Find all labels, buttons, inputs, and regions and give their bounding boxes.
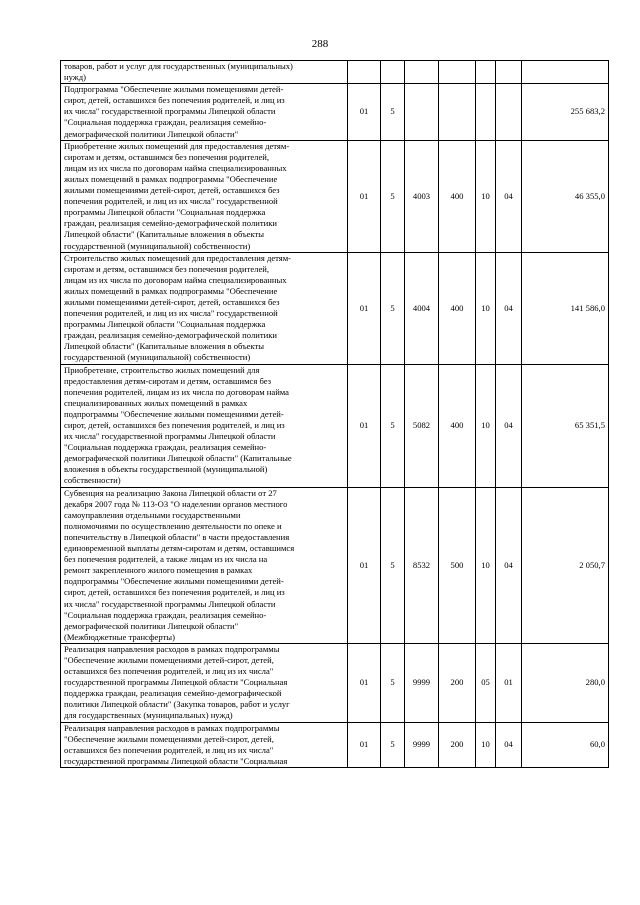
description-line: Реализация направления расходов в рамках подпрограммы bbox=[64, 643, 280, 654]
description-line: "Обеспечение жилыми помещениями детей-сирот, детей, bbox=[64, 733, 274, 744]
code-expense-type-cell: 500 bbox=[439, 487, 476, 643]
description-line: декабря 2007 года № 113-ОЗ "О наделении органов местного bbox=[64, 498, 288, 509]
code-admin-cell: 01 bbox=[348, 140, 381, 252]
description-line: Реализация направления расходов в рамках подпрограммы bbox=[64, 722, 280, 733]
description-line: жилыми помещениями детей-сирот, детей, оставшихся без bbox=[64, 296, 280, 307]
description-line: лицам из их числа по договорам найма специализированных bbox=[64, 162, 287, 173]
description-line: Приобретение жилых помещений для предоставления детям- bbox=[64, 140, 290, 151]
description-line: жилыми помещениями детей-сирот, детей, оставшихся без bbox=[64, 185, 280, 196]
description-line: без попечения родителей, а также лицам из их числа на bbox=[64, 554, 268, 565]
description-line: граждан, реализация семейно-демографической политики bbox=[64, 218, 277, 229]
description-line: их числа" государственной программы Липецкой области bbox=[64, 598, 276, 609]
description-line: Строительство жилых помещений для предоставления детям- bbox=[64, 252, 292, 263]
description-line: демографической политики Липецкой области" (Капитальные bbox=[64, 453, 292, 464]
code-expense-type-cell: 400 bbox=[439, 140, 476, 252]
page-number: 288 bbox=[311, 38, 329, 50]
code-admin-cell: 01 bbox=[348, 487, 381, 643]
amount-cell: 46 355,0 bbox=[522, 140, 609, 252]
description-cell bbox=[61, 252, 348, 364]
code-program-cell: 5 bbox=[381, 252, 405, 364]
code-program-cell: 5 bbox=[381, 487, 405, 643]
amount-cell: 60,0 bbox=[522, 722, 609, 767]
description-line: "Социальная поддержка граждан, реализация семейно- bbox=[64, 117, 267, 128]
description-line: демографической политики Липецкой области" bbox=[64, 128, 239, 139]
table-row bbox=[61, 61, 609, 84]
table-row bbox=[61, 84, 609, 140]
amount-cell bbox=[522, 61, 609, 84]
code-direction-cell bbox=[405, 84, 439, 140]
description-line: ремонт закрепленного жилого помещения в рамках bbox=[64, 565, 253, 576]
code-expense-type-cell bbox=[439, 61, 476, 84]
table-row bbox=[61, 364, 609, 487]
description-line: специализированных жилых помещений в рамках bbox=[64, 397, 248, 408]
description-line: сирот, детей, оставшихся без попечения родителей, и лиц из bbox=[64, 420, 285, 430]
code-subsection-cell bbox=[496, 61, 522, 84]
description-line: Липецкой области" (Капитальные вложения в объекты bbox=[64, 229, 265, 240]
description-line: "Социальная поддержка граждан, реализация семейно- bbox=[64, 442, 267, 453]
description-line: жилых помещений в рамках подпрограммы "Обеспечение bbox=[64, 173, 278, 184]
code-direction-cell: 9999 bbox=[405, 722, 439, 767]
budget-table-body bbox=[61, 61, 609, 768]
description-line: оставшихся без попечения родителей, и лиц из их числа" bbox=[64, 744, 274, 755]
code-program-cell: 5 bbox=[381, 140, 405, 252]
description-cell bbox=[61, 487, 348, 643]
code-subsection-cell: 01 bbox=[496, 643, 522, 722]
code-direction-cell bbox=[405, 61, 439, 84]
description-line: нужд) bbox=[64, 72, 86, 83]
amount-cell: 2 050,7 bbox=[522, 487, 609, 643]
code-subsection-cell: 04 bbox=[496, 487, 522, 643]
code-subsection-cell: 04 bbox=[496, 364, 522, 487]
description-line: сиротам и детям, оставшимся без попечения родителей, bbox=[64, 263, 270, 274]
code-expense-type-cell: 400 bbox=[439, 364, 476, 487]
code-section-cell: 10 bbox=[476, 252, 496, 364]
code-admin-cell bbox=[348, 61, 381, 84]
code-program-cell: 5 bbox=[381, 722, 405, 767]
code-section-cell: 10 bbox=[476, 722, 496, 767]
code-admin-cell: 01 bbox=[348, 722, 381, 767]
description-cell bbox=[61, 140, 348, 252]
code-section-cell: 10 bbox=[476, 364, 496, 487]
description-line: "Обеспечение жилыми помещениями детей-сирот, детей, bbox=[64, 654, 274, 665]
description-line: демографической политики Липецкой области" bbox=[64, 620, 239, 631]
code-expense-type-cell bbox=[439, 84, 476, 140]
code-direction-cell: 9999 bbox=[405, 643, 439, 722]
amount-cell: 280,0 bbox=[522, 643, 609, 722]
description-line: попечения родителей, и лиц из их числа" государственной bbox=[64, 196, 278, 207]
table-row bbox=[61, 643, 609, 722]
description-line: собственности) bbox=[64, 475, 121, 486]
code-admin-cell: 01 bbox=[348, 364, 381, 487]
description-line: попечения родителей, лицам из их числа по договорам найма bbox=[64, 386, 289, 397]
description-line: предоставления детям-сиротам и детям, оставшимся без bbox=[64, 375, 272, 386]
description-line: подпрограммы "Обеспечение жилыми помещениями детей- bbox=[64, 408, 284, 419]
description-line: Субвенция на реализацию Закона Липецкой области от 27 bbox=[64, 487, 277, 498]
description-cell bbox=[61, 84, 348, 140]
table-row bbox=[61, 722, 609, 767]
amount-cell: 255 683,2 bbox=[522, 84, 609, 140]
table-row bbox=[61, 140, 609, 252]
description-line: для государственных (муниципальных) нужд) bbox=[64, 710, 233, 721]
code-admin-cell: 01 bbox=[348, 643, 381, 722]
description-line: (Межбюджетные трансферты) bbox=[64, 631, 175, 642]
code-section-cell: 05 bbox=[476, 643, 496, 722]
code-expense-type-cell: 400 bbox=[439, 252, 476, 364]
description-line: сирот, детей, оставшихся без попечения родителей, и лиц из bbox=[64, 95, 285, 106]
description-line: Приобретение, строительство жилых помещений для bbox=[64, 364, 260, 375]
description-line: сиротам и детям, оставшимся без попечения родителей, bbox=[64, 151, 270, 162]
amount-cell: 65 351,5 bbox=[522, 364, 609, 487]
code-section-cell bbox=[476, 84, 496, 140]
description-cell bbox=[61, 61, 348, 84]
code-direction-cell: 8532 bbox=[405, 487, 439, 643]
code-subsection-cell: 04 bbox=[496, 722, 522, 767]
code-subsection-cell: 04 bbox=[496, 252, 522, 364]
code-expense-type-cell: 200 bbox=[439, 722, 476, 767]
code-direction-cell: 5082 bbox=[405, 364, 439, 487]
description-line: государственной программы Липецкой области "Социальная bbox=[64, 677, 288, 688]
description-line: оставшихся без попечения родителей, и лиц из их числа" bbox=[64, 666, 274, 677]
description-cell bbox=[61, 722, 348, 767]
description-line: сирот, детей, оставшихся без попечения родителей, и лиц из bbox=[64, 587, 285, 598]
description-line: полномочиями по осуществлению деятельности по опеке и bbox=[64, 520, 282, 531]
description-line: лицам из их числа по договорам найма специализированных bbox=[64, 274, 287, 285]
description-line: программы Липецкой области "Социальная поддержка bbox=[64, 207, 266, 218]
description-line: попечения родителей, и лиц из их числа" государственной bbox=[64, 308, 278, 319]
code-section-cell: 10 bbox=[476, 487, 496, 643]
description-cell bbox=[61, 364, 348, 487]
description-line: единовременной выплаты детям-сиротам и детям, оставшимся bbox=[64, 543, 295, 554]
code-program-cell bbox=[381, 61, 405, 84]
code-direction-cell: 4004 bbox=[405, 252, 439, 364]
code-section-cell bbox=[476, 61, 496, 84]
code-subsection-cell: 04 bbox=[496, 140, 522, 252]
description-line: государственной программы Липецкой области "Социальная bbox=[64, 755, 288, 766]
code-admin-cell: 01 bbox=[348, 252, 381, 364]
description-line: жилых помещений в рамках подпрограммы "Обеспечение bbox=[64, 285, 278, 296]
description-line: их числа" государственной программы Липецкой области bbox=[64, 106, 276, 117]
code-expense-type-cell: 200 bbox=[439, 643, 476, 722]
description-line: государственной (муниципальной) собственности) bbox=[64, 352, 251, 363]
description-line: попечительству в Липецкой области" в части предоставления bbox=[64, 531, 290, 542]
description-cell bbox=[61, 643, 348, 722]
description-line: подпрограммы "Обеспечение жилыми помещениями детей- bbox=[64, 576, 284, 587]
description-line: их числа" государственной программы Липецкой области bbox=[64, 431, 276, 442]
code-direction-cell: 4003 bbox=[405, 140, 439, 252]
code-subsection-cell bbox=[496, 84, 522, 140]
description-line: самоуправления отдельными государственными bbox=[64, 509, 241, 520]
table-row bbox=[61, 252, 609, 364]
amount-cell: 141 586,0 bbox=[522, 252, 609, 364]
description-line: Подпрограмма "Обеспечение жилыми помещениями детей- bbox=[64, 84, 284, 95]
description-line: программы Липецкой области "Социальная поддержка bbox=[64, 319, 266, 330]
code-admin-cell: 01 bbox=[348, 84, 381, 140]
code-section-cell: 10 bbox=[476, 140, 496, 252]
description-line: вложения в объекты государственной (муниципальной) bbox=[64, 464, 268, 475]
budget-table bbox=[60, 60, 609, 768]
description-line: граждан, реализация семейно-демографической политики bbox=[64, 330, 277, 341]
description-line: Липецкой области" (Капитальные вложения в объекты bbox=[64, 341, 265, 352]
description-line: поддержка граждан, реализация семейно-демографической bbox=[64, 688, 282, 699]
description-line: государственной (муниципальной) собственности) bbox=[64, 240, 251, 251]
table-row bbox=[61, 487, 609, 643]
code-program-cell: 5 bbox=[381, 643, 405, 722]
code-program-cell: 5 bbox=[381, 364, 405, 487]
description-line: товаров, работ и услуг для государственных (муниципальных) bbox=[64, 61, 293, 71]
description-line: политики Липецкой области" (Закупка товаров, работ и услуг bbox=[64, 699, 290, 710]
description-line: "Социальная поддержка граждан, реализация семейно- bbox=[64, 609, 267, 620]
code-program-cell: 5 bbox=[381, 84, 405, 140]
